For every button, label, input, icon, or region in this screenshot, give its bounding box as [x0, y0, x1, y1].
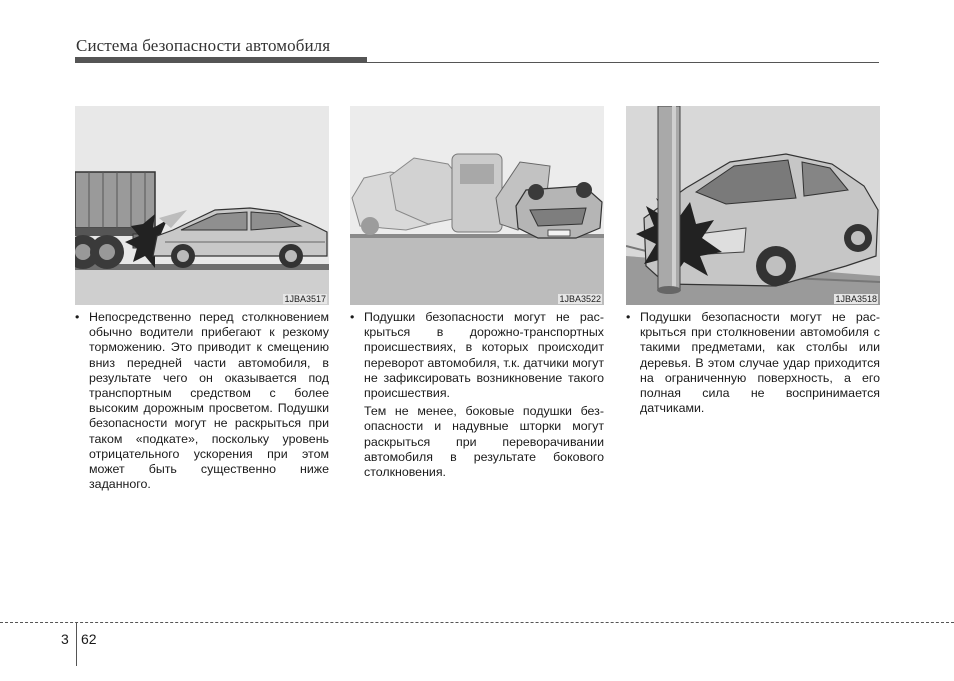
column-1	[75, 310, 329, 492]
figure-truck-underride	[75, 106, 329, 305]
car-pole-collision-illustration	[626, 106, 880, 305]
header-rule	[367, 62, 879, 63]
figure-pole-collision	[626, 106, 880, 305]
header-accent-bar	[75, 57, 367, 63]
paragraph: • Непосредственно перед столкновением обычно водители прибегают к резкому торможению. Это приводит к смещению вниз передней части автомобиля, в результате чего он оказывается под транспортным средством с более высоким дорожным просветом. Подушки безопасности могут не раскрыться при таком «подкате», поскольку уровень отрицательного ускорения при этом может быть существенно ниже заданного.	[75, 310, 329, 492]
figure-rollover	[350, 106, 604, 305]
car-truck-underride-illustration	[75, 106, 329, 305]
paragraph: • Подушки безопасности могут не раскрыться в дорожно-транспортных происшествиях, в которых происходит переворот автомобиля, т.к. датчики могут не зафиксировать возникновение такого происшествия.	[350, 310, 604, 401]
figure-code: 1JBA3518	[835, 294, 877, 304]
car-rollover-illustration	[350, 106, 604, 305]
chapter-number: 3	[61, 631, 69, 647]
figure-code: 1JBA3517	[284, 294, 326, 304]
column-3	[626, 310, 880, 416]
paragraph: Тем не менее, боковые подушки безопасности и надувные шторки могут раскрыться при переворачивании автомобиля в результате бокового столкновения.	[364, 404, 604, 480]
footer-divider	[76, 622, 77, 666]
page-number: 62	[81, 631, 97, 647]
paragraph: • Подушки безопасности могут не раскрыться при столкновении автомобиля с такими предметами, как столбы или деревья. В этом случае удар приходится на ограниченную поверхность, а его полная сила не воспринимается датчиками.	[626, 310, 880, 416]
column-2	[350, 310, 604, 480]
page-header-title: Система безопасности автомобиля	[76, 36, 331, 55]
footer-dashed-rule	[0, 622, 954, 623]
figure-code: 1JBA3522	[559, 294, 601, 304]
